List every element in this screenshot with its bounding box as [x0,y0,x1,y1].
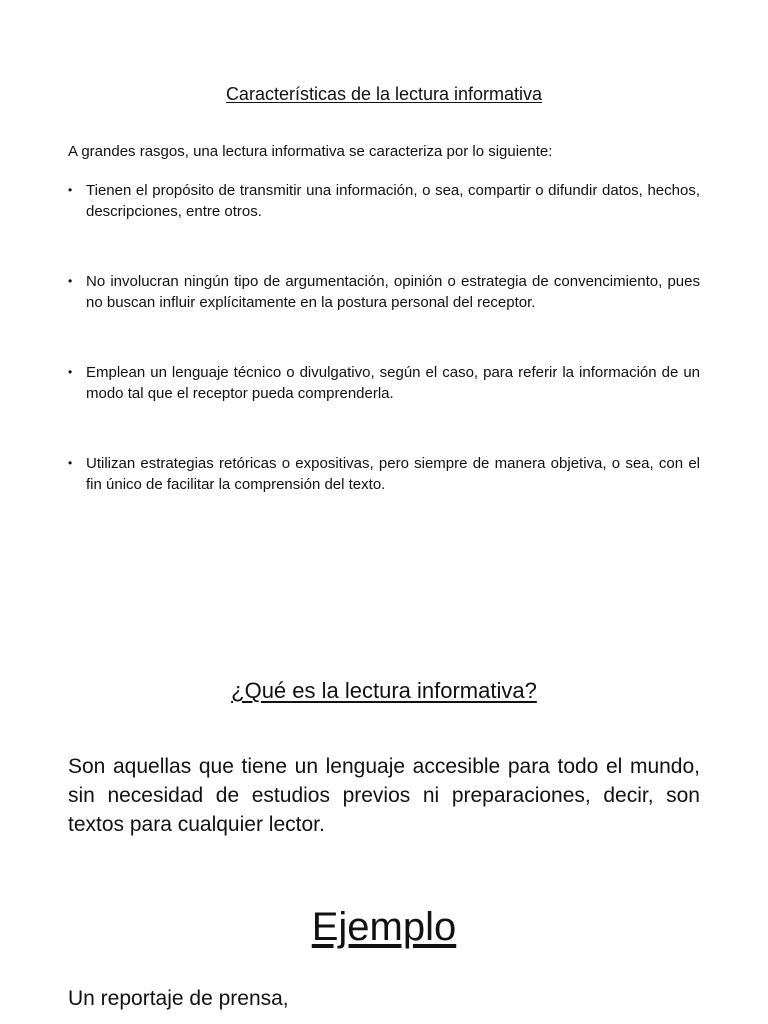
example-text: Un reportaje de prensa, [68,987,289,1010]
bullet-icon: • [68,365,73,379]
list-item-text: Tienen el propósito de transmitir una información, o sea, compartir o difundir datos, hechos, descripciones, entre otros. [86,182,700,220]
bullet-icon: • [68,274,73,288]
intro-paragraph: A grandes rasgos, una lectura informativa se caracteriza por lo siguiente: [68,143,553,160]
heading-question: ¿Qué es la lectura informativa? [231,678,537,703]
heading-example: Ejemplo [311,905,457,949]
bullet-icon: • [68,456,73,470]
list-item [68,271,700,313]
list-item-text: Emplean un lenguaje técnico o divulgativo, según el caso, para referir la información de un modo tal que el receptor pueda comprenderla. [86,364,700,402]
list-item [68,362,700,404]
heading-characteristics: Características de la lectura informativa [225,84,543,104]
list-item [68,453,700,495]
list-item-text: Utilizan estrategias retóricas o expositivas, pero siempre de manera objetiva, o sea, con el fin único de facilitar la comprensión del texto. [86,455,700,493]
definition-paragraph: Son aquellas que tiene un lenguaje accesible para todo el mundo, sin necesidad de estudios previos ni preparaciones, decir, son textos para cualquier lector. [68,755,700,836]
bullet-icon: • [68,183,73,197]
list-item [68,180,700,222]
characteristics-list [68,180,700,544]
list-item-text: No involucran ningún tipo de argumentación, opinión o estrategia de convencimiento, pues no buscan influir explícitamente en la postura personal del receptor. [86,273,700,311]
